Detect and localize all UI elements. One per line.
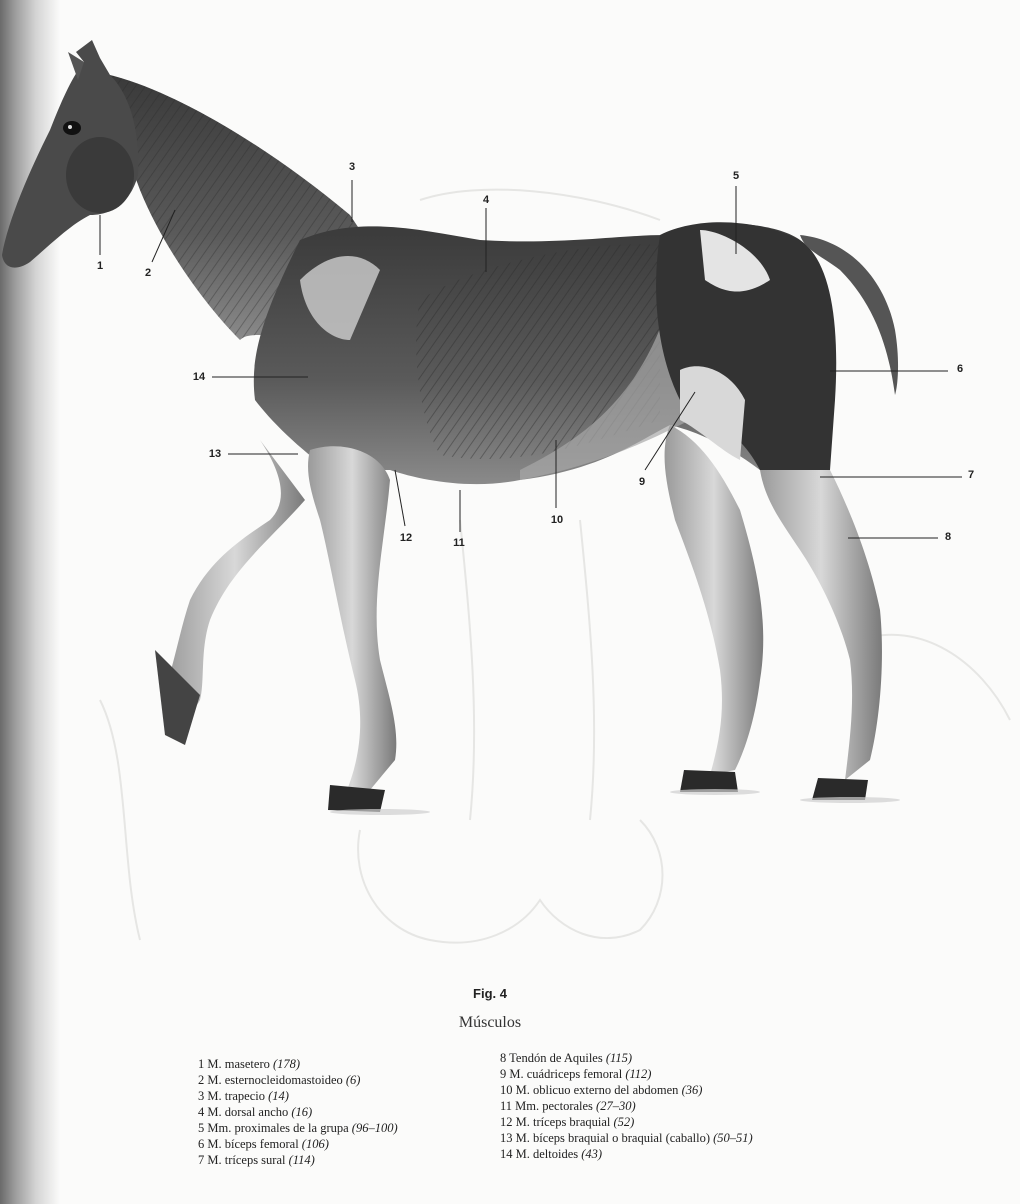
legend-item: 11 Mm. pectorales (27–30) [500,1099,636,1113]
legend-item: 2 M. esternocleidomastoideo (6) [198,1073,361,1087]
callout-6: 6 [956,363,964,375]
callout-7: 7 [967,469,975,481]
legend-item: 8 Tendón de Aquiles (115) [500,1051,632,1065]
legend-item: 10 M. oblicuo externo del abdomen (36) [500,1083,703,1097]
callout-14: 14 [192,371,206,383]
callout-3: 3 [348,161,356,173]
legend-item: 1 M. masetero (178) [198,1057,301,1071]
callout-5: 5 [732,170,740,182]
legend-item: 3 M. trapecio (14) [198,1089,289,1103]
callout-11: 11 [453,537,465,549]
legend-item: 6 M. bíceps femoral (106) [198,1137,329,1151]
callout-13: 13 [208,448,222,460]
legend-column-left [198,1056,398,1168]
callout-4: 4 [482,194,490,206]
callout-10: 10 [550,514,564,526]
legend-item: 4 M. dorsal ancho (16) [198,1105,313,1119]
legend-item: 5 Mm. proximales de la grupa (96–100) [198,1121,398,1135]
legend-item: 7 M. tríceps sural (114) [198,1153,315,1167]
figure-label: Fig. 4 [473,986,507,1001]
callout-8: 8 [944,531,952,543]
figure-title: Músculos [458,1014,522,1031]
legend-item: 13 M. bíceps braquial o braquial (caballo) (50–51) [500,1131,753,1145]
legend-column-right [500,1050,753,1162]
legend-item: 12 M. tríceps braquial (52) [500,1115,635,1129]
callout-2: 2 [144,267,152,279]
callout-1: 1 [96,260,104,272]
callout-12: 12 [399,532,413,544]
callout-9: 9 [638,476,646,488]
legend-item: 9 M. cuádriceps femoral (112) [500,1067,652,1081]
legend-item: 14 M. deltoides (43) [500,1147,603,1161]
